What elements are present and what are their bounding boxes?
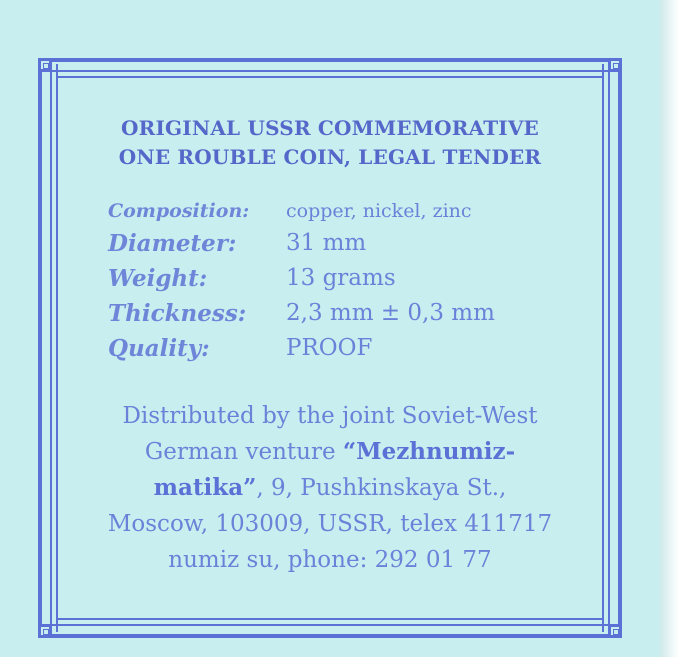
distributor-line-4: Moscow, 103009, USSR, telex 411717 <box>107 511 553 537</box>
frame-tick <box>602 64 604 76</box>
venture-name-part-2: matika” <box>153 474 257 501</box>
distributor-line-3 <box>70 470 590 506</box>
frame-corner-ornament <box>608 58 622 72</box>
frame-tick <box>602 620 604 632</box>
spec-label: Quality: <box>108 335 210 362</box>
spec-value: copper, nickel, zinc <box>286 200 472 222</box>
frame-corner-ornament <box>38 624 52 638</box>
spec-row-diameter <box>108 230 588 266</box>
frame-tick <box>56 64 58 76</box>
scan-edge <box>660 0 679 657</box>
certificate-title-line-2: ONE ROUBLE COIN, LEGAL TENDER <box>118 145 542 169</box>
frame-corner-ornament <box>608 624 622 638</box>
spec-label: Thickness: <box>108 300 247 327</box>
spec-value: 2,3 mm ± 0,3 mm <box>286 300 495 326</box>
spec-row-weight <box>108 265 588 301</box>
certificate-title-line-1: ORIGINAL USSR COMMEMORATIVE <box>121 116 539 140</box>
spec-row-thickness <box>108 300 588 336</box>
distributor-address: , 9, Pushkinskaya St., <box>256 475 507 501</box>
spec-value: PROOF <box>286 335 373 361</box>
spec-label: Composition: <box>108 200 250 222</box>
spec-value: 13 grams <box>286 265 396 291</box>
spec-row-quality <box>108 335 588 371</box>
distributor-line-2 <box>70 434 590 470</box>
frame-tick <box>56 620 58 632</box>
distributor-line-2-text: German venture <box>144 439 343 465</box>
distributor-line-1: Distributed by the joint Soviet-West <box>122 403 538 429</box>
spec-label: Diameter: <box>108 230 237 257</box>
venture-name-part-1: “Mezhnumiz- <box>342 438 516 465</box>
frame-corner-ornament <box>38 58 52 72</box>
distributor-block <box>70 398 590 578</box>
spec-label: Weight: <box>108 265 208 292</box>
spec-value: 31 mm <box>286 230 367 256</box>
distributor-line-5: numiz su, phone: 292 01 77 <box>168 547 492 573</box>
